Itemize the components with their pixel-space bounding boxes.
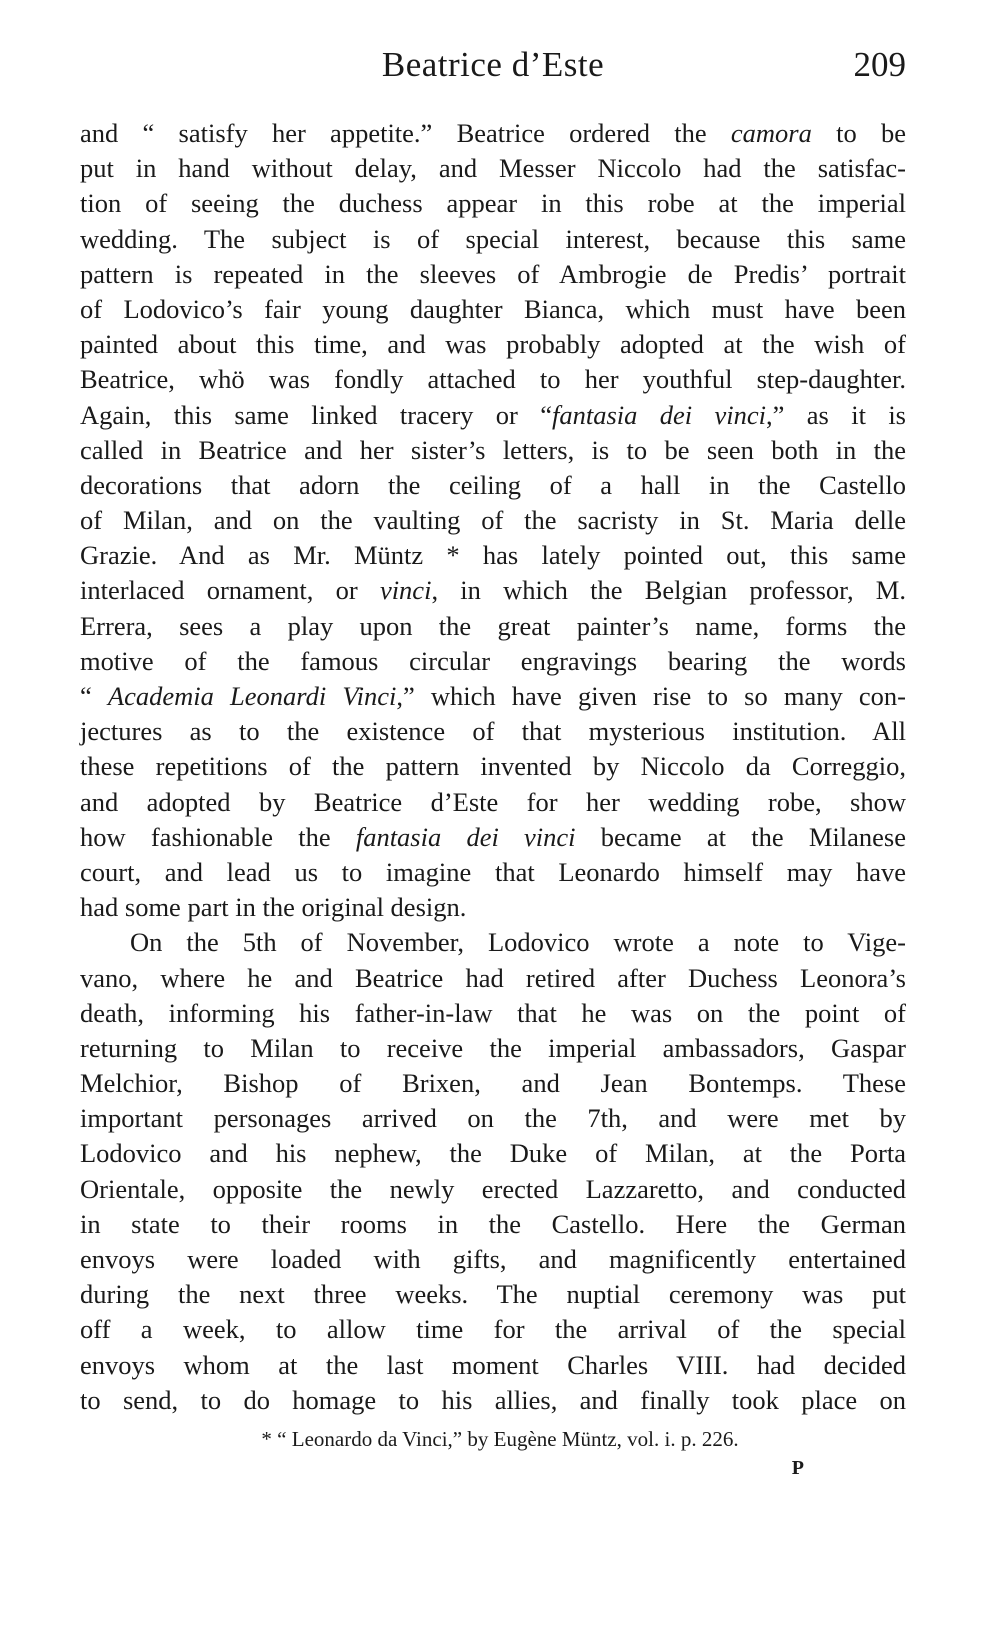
text-line: important personages arrived on the 7th, and were met by [80, 1103, 906, 1134]
text-line: these repetitions of the pattern invented by Niccolo da Correggio, [80, 751, 906, 782]
footnote: * “ Leonardo da Vinci,” by Eugène Müntz, vol. i. p. 226. [261, 1427, 739, 1452]
text-line: how fashionable the fantasia dei vinci became at the Milanese [80, 821, 906, 852]
text-line: painted about this time, and was probably adopted at the wish of [80, 329, 906, 360]
text-line: Melchior, Bishop of Brixen, and Jean Bontemps. These [80, 1068, 906, 1099]
text-line: returning to Milan to receive the imperial ambassadors, Gaspar [80, 1032, 906, 1063]
text-line: decorations that adorn the ceiling of a hall in the Castello [80, 469, 906, 500]
text-line: Grazie. And as Mr. Müntz * has lately pointed out, this same [80, 540, 906, 571]
text-line: tion of seeing the duchess appear in this robe at the imperial [80, 188, 906, 219]
text-line: envoys whom at the last moment Charles VIII. had decided [80, 1349, 906, 1380]
text-line: “ Academia Leonardi Vinci,” which have given rise to so many con- [80, 681, 906, 711]
page-number: 209 [853, 45, 906, 84]
text-line: called in Beatrice and her sister’s letters, is to be seen both in the [80, 434, 906, 465]
italic-term: fantasia dei vinci [551, 399, 767, 430]
text-line: in state to their rooms in the Castello. Here the German [80, 1208, 906, 1239]
text-line: On the 5th of November, Lodovico wrote a note to Vige- [130, 927, 906, 958]
italic-term: camora [730, 118, 812, 148]
text-line: during the next three weeks. The nuptial ceremony was put [80, 1279, 906, 1310]
text-line: interlaced ornament, or vinci, in which the Belgian professor, M. [80, 575, 906, 606]
text-line: Lodovico and his nephew, the Duke of Milan, at the Porta [80, 1138, 906, 1169]
text-line: court, and lead us to imagine that Leonardo himself may have [80, 856, 906, 887]
text-line: Again, this same linked tracery or “fantasia dei vinci,” as it is [80, 399, 906, 430]
text-line: had some part in the original design. [80, 892, 467, 923]
text-line: jectures as to the existence of that mysterious institution. All [80, 716, 906, 747]
signature-mark: P [791, 1457, 804, 1480]
text-line: and “ satisfy her appetite.” Beatrice ordered the camora to be [80, 118, 907, 148]
text-line: Beatrice, whö was fondly attached to her youthful step-daughter. [80, 364, 906, 395]
text-line: and adopted by Beatrice d’Este for her wedding robe, show [80, 786, 906, 817]
text-line: to send, to do homage to his allies, and finally took place on [80, 1384, 906, 1415]
text-line: wedding. The subject is of special interest, because this same [80, 223, 906, 254]
running-head [80, 40, 906, 90]
text-line: death, informing his father-in-law that he was on the point of [80, 997, 906, 1028]
running-title: Beatrice d’Este [381, 45, 605, 84]
body-text [80, 116, 906, 1418]
italic-term: vinci [379, 575, 432, 606]
text-line: put in hand without delay, and Messer Niccolo had the satisfac- [80, 153, 906, 184]
text-line: pattern is repeated in the sleeves of Ambrogie de Predis’ portrait [80, 258, 906, 289]
italic-term: Academia Leonardi Vinci [107, 681, 397, 711]
text-line: Orientale, opposite the newly erected Lazzaretto, and conducted [80, 1173, 906, 1204]
text-line: of Milan, and on the vaulting of the sacristy in St. Maria delle [80, 505, 906, 536]
italic-term: fantasia dei vinci [355, 821, 576, 852]
text-line: vano, where he and Beatrice had retired after Duchess Leonora’s [80, 962, 906, 993]
text-line: of Lodovico’s fair young daughter Bianca, which must have been [80, 293, 906, 324]
text-line: envoys were loaded with gifts, and magnificently entertained [80, 1244, 906, 1274]
text-line: off a week, to allow time for the arrival of the special [80, 1314, 906, 1345]
text-line: Errera, sees a play upon the great painter’s name, forms the [80, 610, 906, 641]
text-line: motive of the famous circular engravings bearing the words [80, 645, 906, 676]
